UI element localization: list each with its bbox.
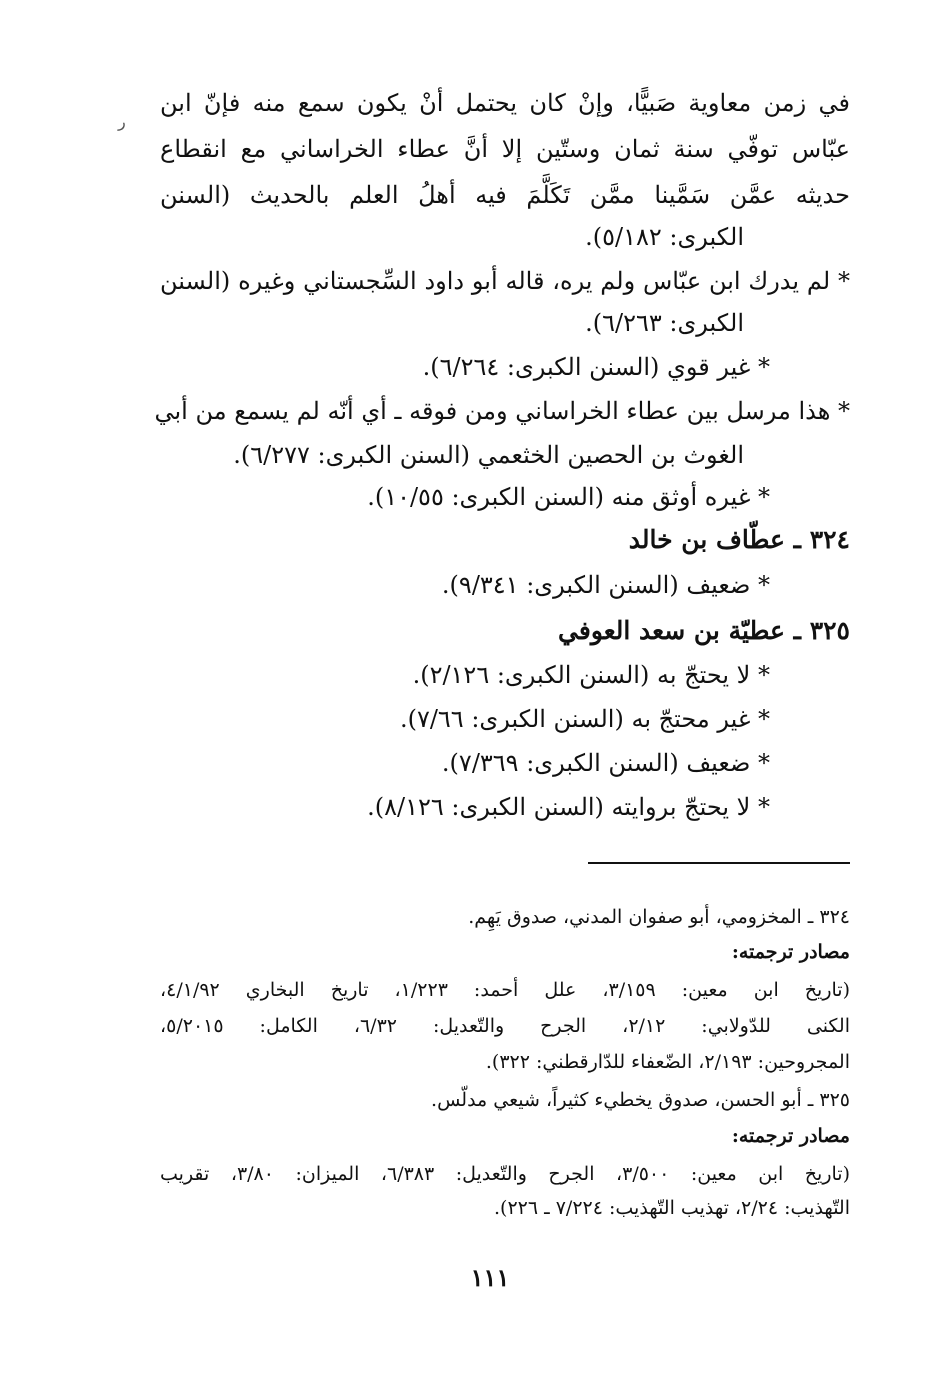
- main-text-line: حديثه عمَّن سَمَّينا ممَّن تَكَلَّمَ فيه أهلُ العلم بالحديث (السنن: [160, 181, 850, 209]
- entry-item: * غير محتجّ به (السنن الكبرى: ٧/٦٦).: [399, 705, 770, 733]
- footnote-sources-label: مصادر ترجمته:: [731, 1125, 850, 1147]
- entry-heading-325: ٣٢٥ ـ عطيّة بن سعد العوفي: [558, 616, 850, 645]
- entry-item: * لا يحتجّ بروايته (السنن الكبرى: ٨/١٢٦).: [367, 793, 770, 821]
- entry-heading-324: ٣٢٤ ـ عطّاف بن خالد: [628, 525, 850, 554]
- main-text-line: * لم يدرك ابن عبّاس ولم يره، قاله أبو داود السِّجستاني وغيره (السنن: [160, 267, 850, 295]
- main-text-line: * هذا مرسل بين عطاء الخراساني ومن فوقه ـ أي أنّه لم يسمع من أبي: [154, 397, 850, 425]
- main-text-line: الكبرى: ٦/٢٦٣).: [585, 309, 744, 337]
- entry-item: * ضعيف (السنن الكبرى: ٩/٣٤١).: [441, 571, 770, 599]
- main-text-line: * غير قوي (السنن الكبرى: ٦/٢٦٤).: [422, 353, 770, 381]
- footnote-324-first: ٣٢٤ ـ المخزومي، أبو صفوان المدني، صدوق يَهِم.: [468, 906, 850, 928]
- main-text-line: في زمن معاوية صَبيًّا، وإنْ كان يحتمل أنْ يكون سمع منه فإنّ ابن: [160, 89, 850, 117]
- footnote-325-first: ٣٢٥ ـ أبو الحسن، صدوق يخطيء كثيراً، شيعي مدلّس.: [431, 1089, 850, 1111]
- main-text-line: الغوث بن الحصين الخثعمي (السنن الكبرى: ٦/٢٧٧).: [233, 441, 744, 469]
- main-text-line: * غيره أوثق منه (السنن الكبرى: ١٠/٥٥).: [367, 483, 770, 511]
- footnote-line: (تاريخ ابن معين: ٣/١٥٩، علل أحمد: ١/٢٢٣، تاريخ البخاري ٤/١/٩٢،: [160, 979, 850, 1001]
- page-number: ١١١: [470, 1263, 510, 1292]
- entry-item: * ضعيف (السنن الكبرى: ٧/٣٦٩).: [441, 749, 770, 777]
- footnote-line: الكنى للدّولابي: ٢/١٢، الجرح والتّعديل: ٦/٣٢، الكامل: ٥/٢٠١٥،: [160, 1015, 850, 1037]
- margin-mark: ﺭ: [118, 112, 126, 131]
- entry-item: * لا يحتجّ به (السنن الكبرى: ٢/١٢٦).: [412, 661, 770, 689]
- main-text-line: الكبرى: ٥/١٨٢).: [585, 223, 744, 251]
- footnote-line: المجروحين: ٢/١٩٣، الضّعفاء للدّارقطني: ٣٢٢).: [485, 1051, 850, 1073]
- footnote-sources-label: مصادر ترجمته:: [731, 941, 850, 963]
- footnote-line: التّهذيب: ٢/٢٤، تهذيب التّهذيب: ٧/٢٢٤ ـ ٢٢٦).: [493, 1197, 850, 1219]
- footnote-separator: [588, 862, 850, 864]
- footnote-line: (تاريخ ابن معين: ٣/٥٠٠، الجرح والتّعديل: ٦/٣٨٣، الميزان: ٣/٨٠، تقريب: [160, 1163, 850, 1185]
- main-text-line: عبّاس توفّي سنة ثمان وستّين إلا أنَّ عطاء الخراساني مع انقطاع: [160, 135, 850, 163]
